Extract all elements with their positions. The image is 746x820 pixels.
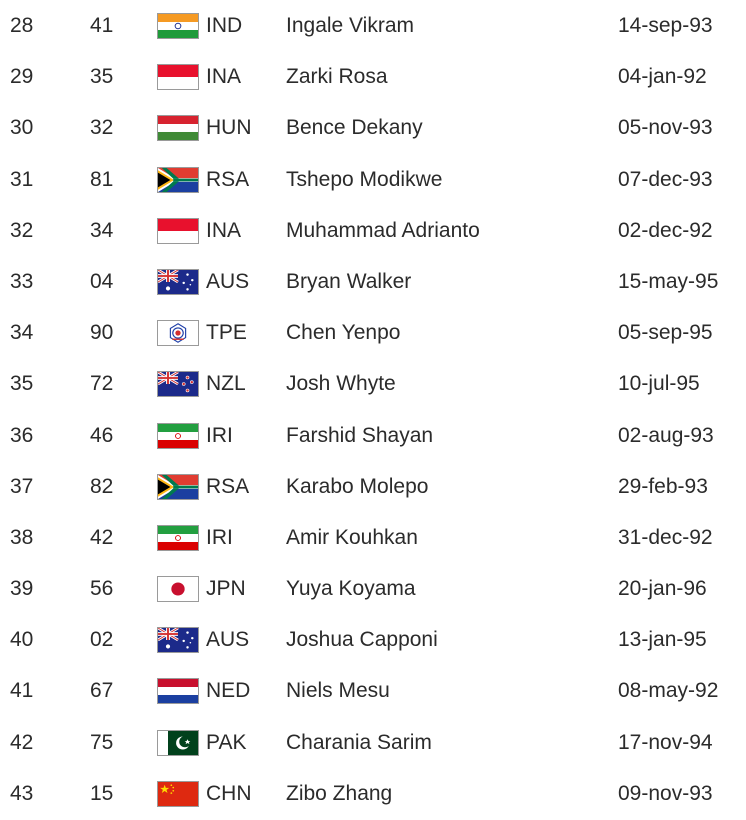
rank-cell: 34 [10,321,34,345]
player-name: Karabo Molepo [286,474,429,498]
player-name: Niels Mesu [286,679,390,703]
birth-date: 07-dec-93 [618,167,713,191]
player-name: Chen Yenpo [286,321,401,345]
country-code: IRI [206,525,233,549]
player-name: Zibo Zhang [286,781,393,805]
rank-cell: 36 [10,423,34,447]
hungary-flag-icon [157,115,199,141]
rank-cell: 29 [10,65,34,89]
indonesia-flag-icon [157,64,199,90]
birth-date: 20-jan-96 [618,577,707,601]
country-code: PAK [206,730,247,754]
table-row [0,768,746,819]
australia-flag-icon [157,269,199,295]
rank-cell: 41 [10,679,34,703]
player-name: Muhammad Adrianto [286,218,480,242]
table-row [0,256,746,307]
birth-date: 09-nov-93 [618,781,713,805]
rank-cell: 33 [10,269,34,293]
player-name: Amir Kouhkan [286,525,418,549]
table-row [0,154,746,205]
number-cell: 42 [90,525,114,549]
table-row [0,614,746,665]
table-row [0,665,746,716]
number-cell: 67 [90,679,114,703]
table-row [0,51,746,102]
birth-date: 02-aug-93 [618,423,714,447]
player-name: Farshid Shayan [286,423,434,447]
rank-cell: 39 [10,577,34,601]
rank-cell: 37 [10,474,34,498]
indonesia-flag-icon [157,218,199,244]
number-cell: 82 [90,474,114,498]
birth-date: 15-may-95 [618,269,719,293]
rank-cell: 38 [10,525,34,549]
number-cell: 56 [90,577,114,601]
country-code: AUS [206,269,250,293]
number-cell: 72 [90,372,114,396]
country-code: CHN [206,781,252,805]
country-code: AUS [206,628,250,652]
birth-date: 14-sep-93 [618,14,713,37]
birth-date: 17-nov-94 [618,730,713,754]
number-cell: 46 [90,423,114,447]
japan-flag-icon [157,576,199,602]
number-cell: 81 [90,167,114,191]
number-cell: 90 [90,321,114,345]
new-zealand-flag-icon [157,371,199,397]
player-name: Ingale Vikram [286,14,415,37]
number-cell: 34 [90,218,114,242]
table-row [0,102,746,153]
birth-date: 05-sep-95 [618,321,713,345]
birth-date: 10-jul-95 [618,372,700,396]
country-code: IND [206,14,243,37]
table-row [0,0,746,51]
number-cell: 04 [90,269,114,293]
rank-cell: 28 [10,14,34,37]
rank-cell: 40 [10,628,34,652]
birth-date: 04-jan-92 [618,65,707,89]
rank-cell: 32 [10,218,34,242]
player-name: Josh Whyte [286,372,396,396]
number-cell: 75 [90,730,114,754]
country-code: NZL [206,372,246,396]
number-cell: 02 [90,628,114,652]
player-name: Tshepo Modikwe [286,167,443,191]
rank-cell: 30 [10,116,34,140]
country-code: TPE [206,321,247,345]
country-code: RSA [206,474,250,498]
rank-cell: 31 [10,167,34,191]
number-cell: 15 [90,781,114,805]
south-africa-flag-icon [157,474,199,500]
player-name: Yuya Koyama [286,577,416,601]
table-row [0,563,746,614]
player-name: Joshua Capponi [286,628,438,652]
country-code: INA [206,218,242,242]
table-row [0,410,746,461]
country-code: HUN [206,116,252,140]
country-code: INA [206,65,242,89]
birth-date: 13-jan-95 [618,628,707,652]
rank-cell: 42 [10,730,34,754]
iran-flag-icon [157,423,199,449]
country-code: NED [206,679,251,703]
rank-cell: 43 [10,781,34,805]
south-africa-flag-icon [157,167,199,193]
birth-date: 31-dec-92 [618,525,713,549]
pakistan-flag-icon [157,730,199,756]
table-row [0,358,746,409]
player-name: Bryan Walker [286,269,412,293]
number-cell: 41 [90,14,114,37]
table-row [0,512,746,563]
table-row [0,307,746,358]
chinese-taipei-flag-icon [157,320,199,346]
player-name: Charania Sarim [286,730,432,754]
country-code: RSA [206,167,250,191]
india-flag-icon [157,13,199,39]
birth-date: 29-feb-93 [618,474,708,498]
country-code: IRI [206,423,233,447]
player-name: Zarki Rosa [286,65,388,89]
birth-date: 02-dec-92 [618,218,713,242]
rank-cell: 35 [10,372,34,396]
country-code: JPN [206,577,246,601]
birth-date: 08-may-92 [618,679,719,703]
birth-date: 05-nov-93 [618,116,713,140]
australia-flag-icon [157,627,199,653]
player-name: Bence Dekany [286,116,423,140]
china-flag-icon [157,781,199,807]
number-cell: 35 [90,65,114,89]
number-cell: 32 [90,116,114,140]
iran-flag-icon [157,525,199,551]
table-row [0,717,746,768]
netherlands-flag-icon [157,678,199,704]
table-row [0,205,746,256]
table-row [0,461,746,512]
